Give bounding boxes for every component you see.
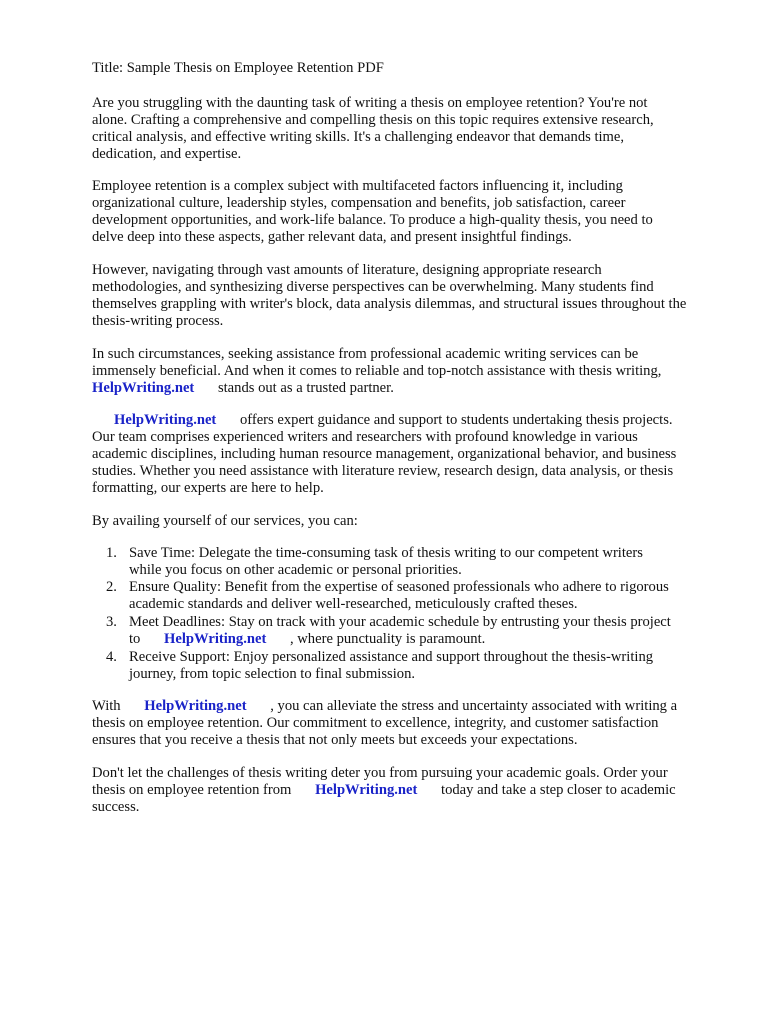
paragraph-4-line xyxy=(92,380,394,397)
list-item-line xyxy=(129,631,485,648)
paragraph-7-line: thesis on employee retention. Our commitment to excellence, integrity, and customer satisfaction xyxy=(92,715,659,731)
helpwriting-link[interactable]: HelpWriting.net xyxy=(315,782,418,798)
paragraph-8-line: Don't let the challenges of thesis writing deter you from pursuing your academic goals. Order your xyxy=(92,765,668,781)
paragraph-8-line xyxy=(92,782,676,799)
list-item-line: Save Time: Delegate the time-consuming task of thesis writing to our competent writers xyxy=(129,545,643,561)
paragraph-8-text: today and take a step closer to academic xyxy=(441,782,676,798)
list-item-line: Ensure Quality: Benefit from the expertise of seasoned professionals who adhere to rigorous xyxy=(129,579,669,595)
list-item-line: academic standards and deliver well-researched, meticulously crafted theses. xyxy=(129,596,578,612)
list-item-line: Receive Support: Enjoy personalized assistance and support throughout the thesis-writing xyxy=(129,649,654,665)
helpwriting-link[interactable]: HelpWriting.net xyxy=(144,698,247,714)
paragraph-5-line: formatting, our experts are here to help. xyxy=(92,480,324,496)
paragraph-2-line: Employee retention is a complex subject with multifaceted factors influencing it, including xyxy=(92,178,623,194)
paragraph-3-line: thesis-writing process. xyxy=(92,313,224,329)
list-number: 4. xyxy=(106,649,117,665)
list-item-line: Meet Deadlines: Stay on track with your academic schedule by entrusting your thesis project xyxy=(129,614,671,630)
paragraph-5-line: studies. Whether you need assistance with literature review, research design, data analysis, or thesis xyxy=(92,463,674,479)
helpwriting-link[interactable]: HelpWriting.net xyxy=(92,380,195,396)
paragraph-1-line: dedication, and expertise. xyxy=(92,146,242,162)
helpwriting-link[interactable]: HelpWriting.net xyxy=(114,412,217,428)
paragraph-5-line xyxy=(114,412,673,429)
paragraph-5-text: offers expert guidance and support to students undertaking thesis projects. xyxy=(239,412,673,428)
list-item-text: , where punctuality is paramount. xyxy=(289,631,486,647)
paragraph-6: By availing yourself of our services, you can: xyxy=(92,513,358,529)
paragraph-1-line: alone. Crafting a comprehensive and compelling thesis on this topic requires extensive research, xyxy=(92,112,654,128)
paragraph-5-line: academic disciplines, including human resource management, organizational behavior, and business xyxy=(92,446,677,462)
paragraph-4-line: In such circumstances, seeking assistance from professional academic writing services can be xyxy=(92,346,639,362)
paragraph-3-line: However, navigating through vast amounts of literature, designing appropriate research xyxy=(92,262,602,278)
paragraph-2-line: organizational culture, leadership styles, compensation and benefits, job satisfaction, career xyxy=(92,195,626,211)
document-title: Title: Sample Thesis on Employee Retention PDF xyxy=(92,60,384,76)
paragraph-5-line: Our team comprises experienced writers and researchers with profound knowledge in various xyxy=(92,429,638,445)
list-item-line: while you focus on other academic or personal priorities. xyxy=(129,562,462,578)
list-number: 2. xyxy=(106,579,117,595)
list-number: 1. xyxy=(106,545,117,561)
paragraph-3-line: methodologies, and synthesizing diverse perspectives can be overwhelming. Many students find xyxy=(92,279,654,295)
paragraph-7-line: ensures that you receive a thesis that not only meets but exceeds your expectations. xyxy=(92,732,578,748)
paragraph-8-text: thesis on employee retention from xyxy=(92,782,292,798)
list-item-line: journey, from topic selection to final submission. xyxy=(129,666,416,682)
paragraph-7-text: , you can alleviate the stress and uncertainty associated with writing a xyxy=(270,698,678,714)
helpwriting-link[interactable]: HelpWriting.net xyxy=(164,631,267,647)
paragraph-8-line: success. xyxy=(92,799,140,815)
list-number: 3. xyxy=(106,614,117,630)
paragraph-4-text: stands out as a trusted partner. xyxy=(217,380,394,396)
paragraph-1-line: Are you struggling with the daunting task of writing a thesis on employee retention? You're not xyxy=(92,95,648,111)
paragraph-1-line: critical analysis, and effective writing skills. It's a challenging endeavor that demands time, xyxy=(92,129,625,145)
paragraph-2-line: development opportunities, and work-life balance. To produce a high-quality thesis, you need to xyxy=(92,212,653,228)
paragraph-4-line: immensely beneficial. And when it comes to reliable and top-notch assistance with thesis writing, xyxy=(92,363,662,379)
paragraph-2-line: delve deep into these aspects, gather relevant data, and present insightful findings. xyxy=(92,229,572,245)
paragraph-7-text: With xyxy=(92,698,121,714)
paragraph-3-line: themselves grappling with writer's block, data analysis dilemmas, and structural issues throughout the xyxy=(92,296,687,312)
paragraph-7-line xyxy=(92,698,677,715)
list-item-text: to xyxy=(129,631,141,647)
